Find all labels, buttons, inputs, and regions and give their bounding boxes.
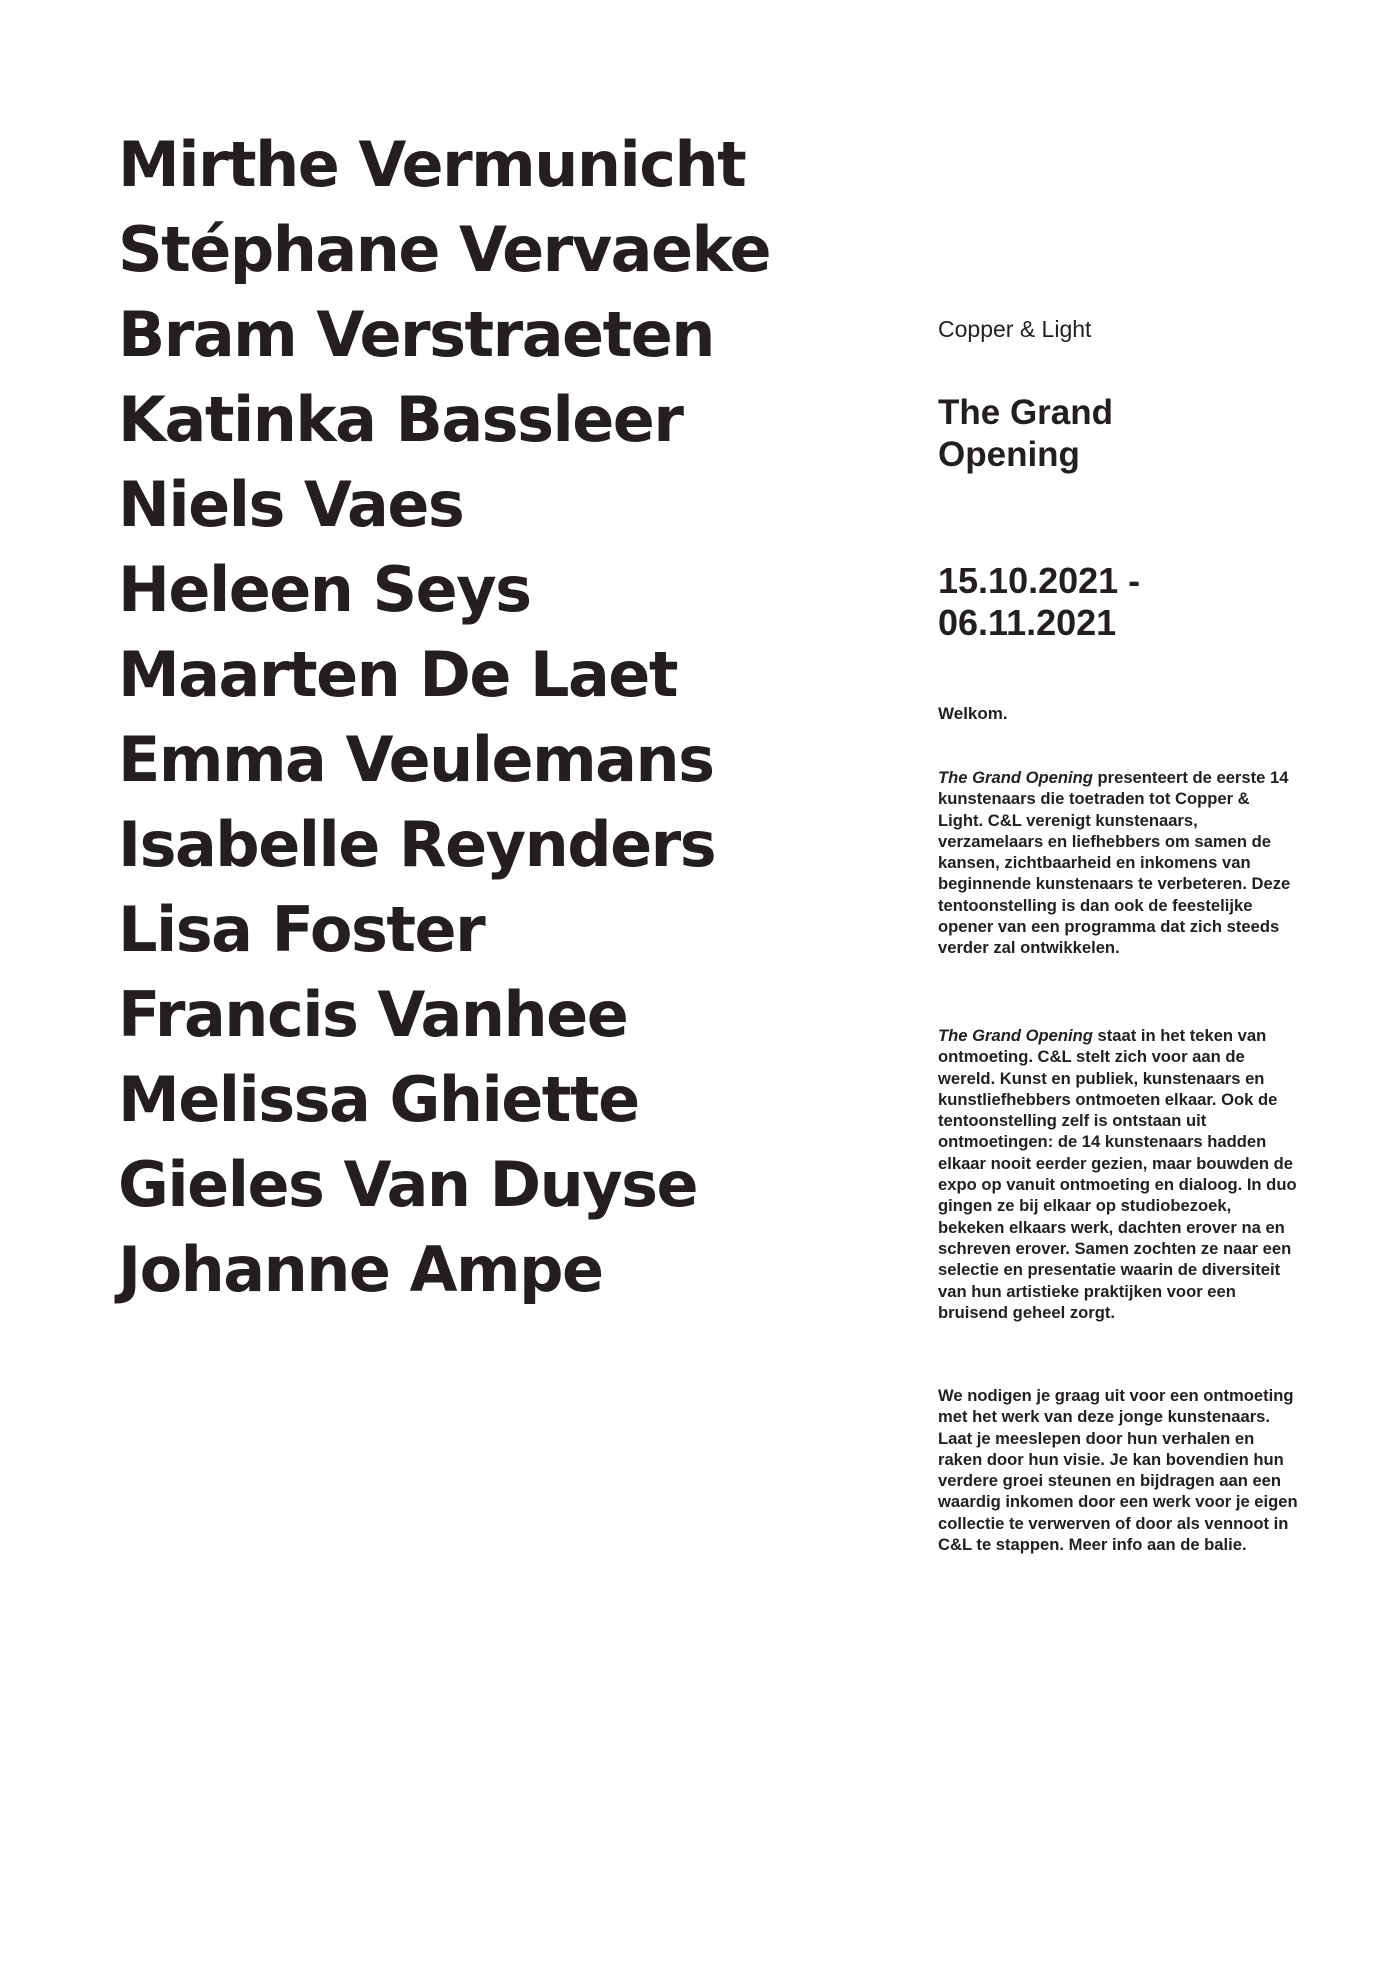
artist-list: [118, 122, 770, 1312]
artist-name: Heleen Seys: [118, 553, 531, 626]
artist-name: Gieles Van Duyse: [118, 1148, 698, 1221]
organization-name: Copper & Light: [938, 316, 1092, 342]
artist-name: Maarten De Laet: [118, 638, 677, 711]
intro-paragraph: [938, 767, 1298, 959]
artist-name: Stéphane Vervaeke: [118, 213, 771, 286]
artist-name: Katinka Bassleer: [118, 383, 683, 456]
artist-name: Lisa Foster: [118, 893, 485, 966]
encounter-paragraph-text: staat in het teken van ontmoeting. C&L stelt zich voor aan de wereld. Kunst en publiek, kunstenaars en kunstliefhebbers ontmoeten elkaar. Ook de tentoonstelling zelf is ontstaan uit ontmoetingen: de 14 kunstenaars hadden elkaar nooit eerder gezien, maar bouwden de expo op vanuit ontmoeting en dialoog. In duo gingen ze bij elkaar op studiobezoek, bekeken elkaars werk, dachten erover na en schreven erover. Samen zochten ze naar een selectie en presentatie waarin de diversiteit van hun artistieke praktijken voor een bruisend geheel zorgt.: [938, 1026, 1297, 1322]
artist-name: Melissa Ghiette: [118, 1063, 639, 1136]
artist-name: Emma Veulemans: [118, 723, 714, 796]
exhibition-title-inline: The Grand Opening: [938, 1026, 1093, 1045]
encounter-paragraph: [938, 1025, 1298, 1323]
exhibition-title: The Grand Opening: [938, 393, 1114, 474]
artist-name: Niels Vaes: [118, 468, 464, 541]
artist-name: Bram Verstraeten: [118, 298, 714, 371]
artist-name: Mirthe Vermunicht: [118, 128, 746, 201]
exhibition-dates: 15.10.2021 - 06.11.2021: [938, 560, 1141, 643]
invitation-paragraph: We nodigen je graag uit voor een ontmoeting met het werk van deze jonge kunstenaars. Laat je meeslepen door hun verhalen en raken door hun visie. Je kan bovendien hun verdere groei steunen en bijdragen aan een waardig inkomen door een werk voor je eigen collectie te verwerven of door als vennoot in C&L te stappen. Meer info aan de balie.: [938, 1386, 1298, 1555]
intro-paragraph-text: presenteert de eerste 14 kunstenaars die toetraden tot Copper & Light. C&L verenigt kunstenaars, verzamelaars en liefhebbers om samen de kansen, zichtbaarheid en inkomens van beginnende kunstenaars te verbeteren. Deze tentoonstelling is dan ook de feestelijke opener van een programma dat zich steeds verder zal ontwikkelen.: [938, 768, 1291, 958]
artist-name: Isabelle Reynders: [118, 808, 716, 881]
exhibition-title-inline: The Grand Opening: [938, 768, 1093, 787]
welcome-text: Welkom.: [938, 704, 1008, 723]
artist-name: Francis Vanhee: [118, 978, 628, 1051]
artist-name: Johanne Ampe: [118, 1233, 603, 1306]
